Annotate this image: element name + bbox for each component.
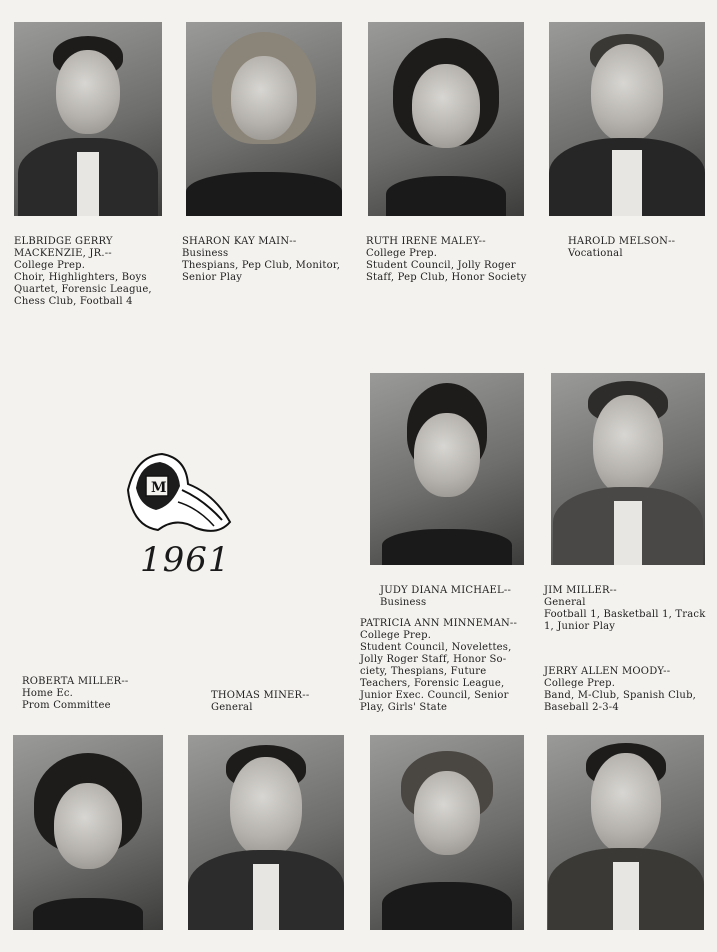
- senior-detail: College Prep.: [366, 248, 438, 259]
- senior-detail: College Prep.: [360, 630, 432, 641]
- portrait-maley: [368, 22, 524, 216]
- senior-name: ELBRIDGE GERRY MACKENZIE, JR.--: [14, 236, 113, 259]
- senior-detail: Vocational: [568, 248, 623, 259]
- senior-detail: Thespians, Pep Club, Monitor,: [182, 260, 341, 271]
- caption-minneman: [360, 618, 528, 714]
- senior-detail: Play, Girls' State: [360, 702, 448, 713]
- senior-detail: College Prep.: [544, 678, 616, 689]
- caption-main: [182, 236, 352, 284]
- senior-detail: Prom Committee: [22, 700, 111, 711]
- senior-name: THOMAS MINER--: [211, 690, 310, 701]
- senior-detail: College Prep.: [14, 260, 86, 271]
- senior-name: JUDY DIANA MICHAEL--: [380, 585, 512, 596]
- senior-name: PATRICIA ANN MINNEMAN--: [360, 618, 518, 629]
- portrait-michael: [370, 373, 524, 565]
- caption-maley: [366, 236, 538, 284]
- caption-miner: [211, 690, 351, 714]
- senior-detail: Senior Play: [182, 272, 243, 283]
- senior-detail: Student Council, Jolly Roger: [366, 260, 516, 271]
- class-ring-icon: [118, 450, 236, 540]
- portrait-melson: [549, 22, 705, 216]
- portrait-miner: [188, 735, 344, 930]
- senior-detail: Student Council, Novelettes,: [360, 642, 512, 653]
- senior-detail: Choir, Highlighters, Boys: [14, 272, 147, 283]
- senior-name: HAROLD MELSON--: [568, 236, 676, 247]
- senior-name: RUTH IRENE MALEY--: [366, 236, 486, 247]
- portrait-mackenzie: [14, 22, 162, 216]
- caption-moody: [544, 666, 710, 714]
- senior-detail: General: [544, 597, 586, 608]
- portrait-moody: [547, 735, 704, 930]
- portrait-main: [186, 22, 342, 216]
- senior-detail: Baseball 2-3-4: [544, 702, 619, 713]
- senior-name: SHARON KAY MAIN--: [182, 236, 297, 247]
- senior-detail: Football 1, Basketball 1, Track: [544, 609, 706, 620]
- senior-detail: 1, Junior Play: [544, 621, 616, 632]
- senior-name: JERRY ALLEN MOODY--: [544, 666, 671, 677]
- caption-roberta-miller: [22, 676, 172, 712]
- senior-detail: Chess Club, Football 4: [14, 296, 133, 307]
- portrait-roberta-miller: [13, 735, 163, 930]
- senior-detail: Junior Exec. Council, Senior: [360, 690, 509, 701]
- senior-detail: Business: [182, 248, 229, 259]
- senior-detail: Staff, Pep Club, Honor Society: [366, 272, 527, 283]
- caption-jim-miller: [544, 585, 710, 633]
- portrait-jim-miller: [551, 373, 705, 565]
- portrait-minneman: [370, 735, 524, 930]
- senior-detail: ciety, Thespians, Future: [360, 666, 487, 677]
- senior-detail: Business: [380, 597, 427, 608]
- senior-detail: Home Ec.: [22, 688, 73, 699]
- senior-detail: Quartet, Forensic League,: [14, 284, 152, 295]
- caption-mackenzie: [14, 236, 172, 308]
- senior-detail: General: [211, 702, 253, 713]
- svg-text:M: M: [151, 480, 167, 496]
- senior-name: JIM MILLER--: [544, 585, 617, 596]
- caption-michael: [380, 585, 540, 609]
- senior-detail: Teachers, Forensic League,: [360, 678, 505, 689]
- senior-detail: Band, M-Club, Spanish Club,: [544, 690, 697, 701]
- class-year: 1961: [140, 540, 231, 580]
- senior-name: ROBERTA MILLER--: [22, 676, 129, 687]
- caption-melson: [568, 236, 708, 260]
- senior-detail: Jolly Roger Staff, Honor So-: [360, 654, 507, 665]
